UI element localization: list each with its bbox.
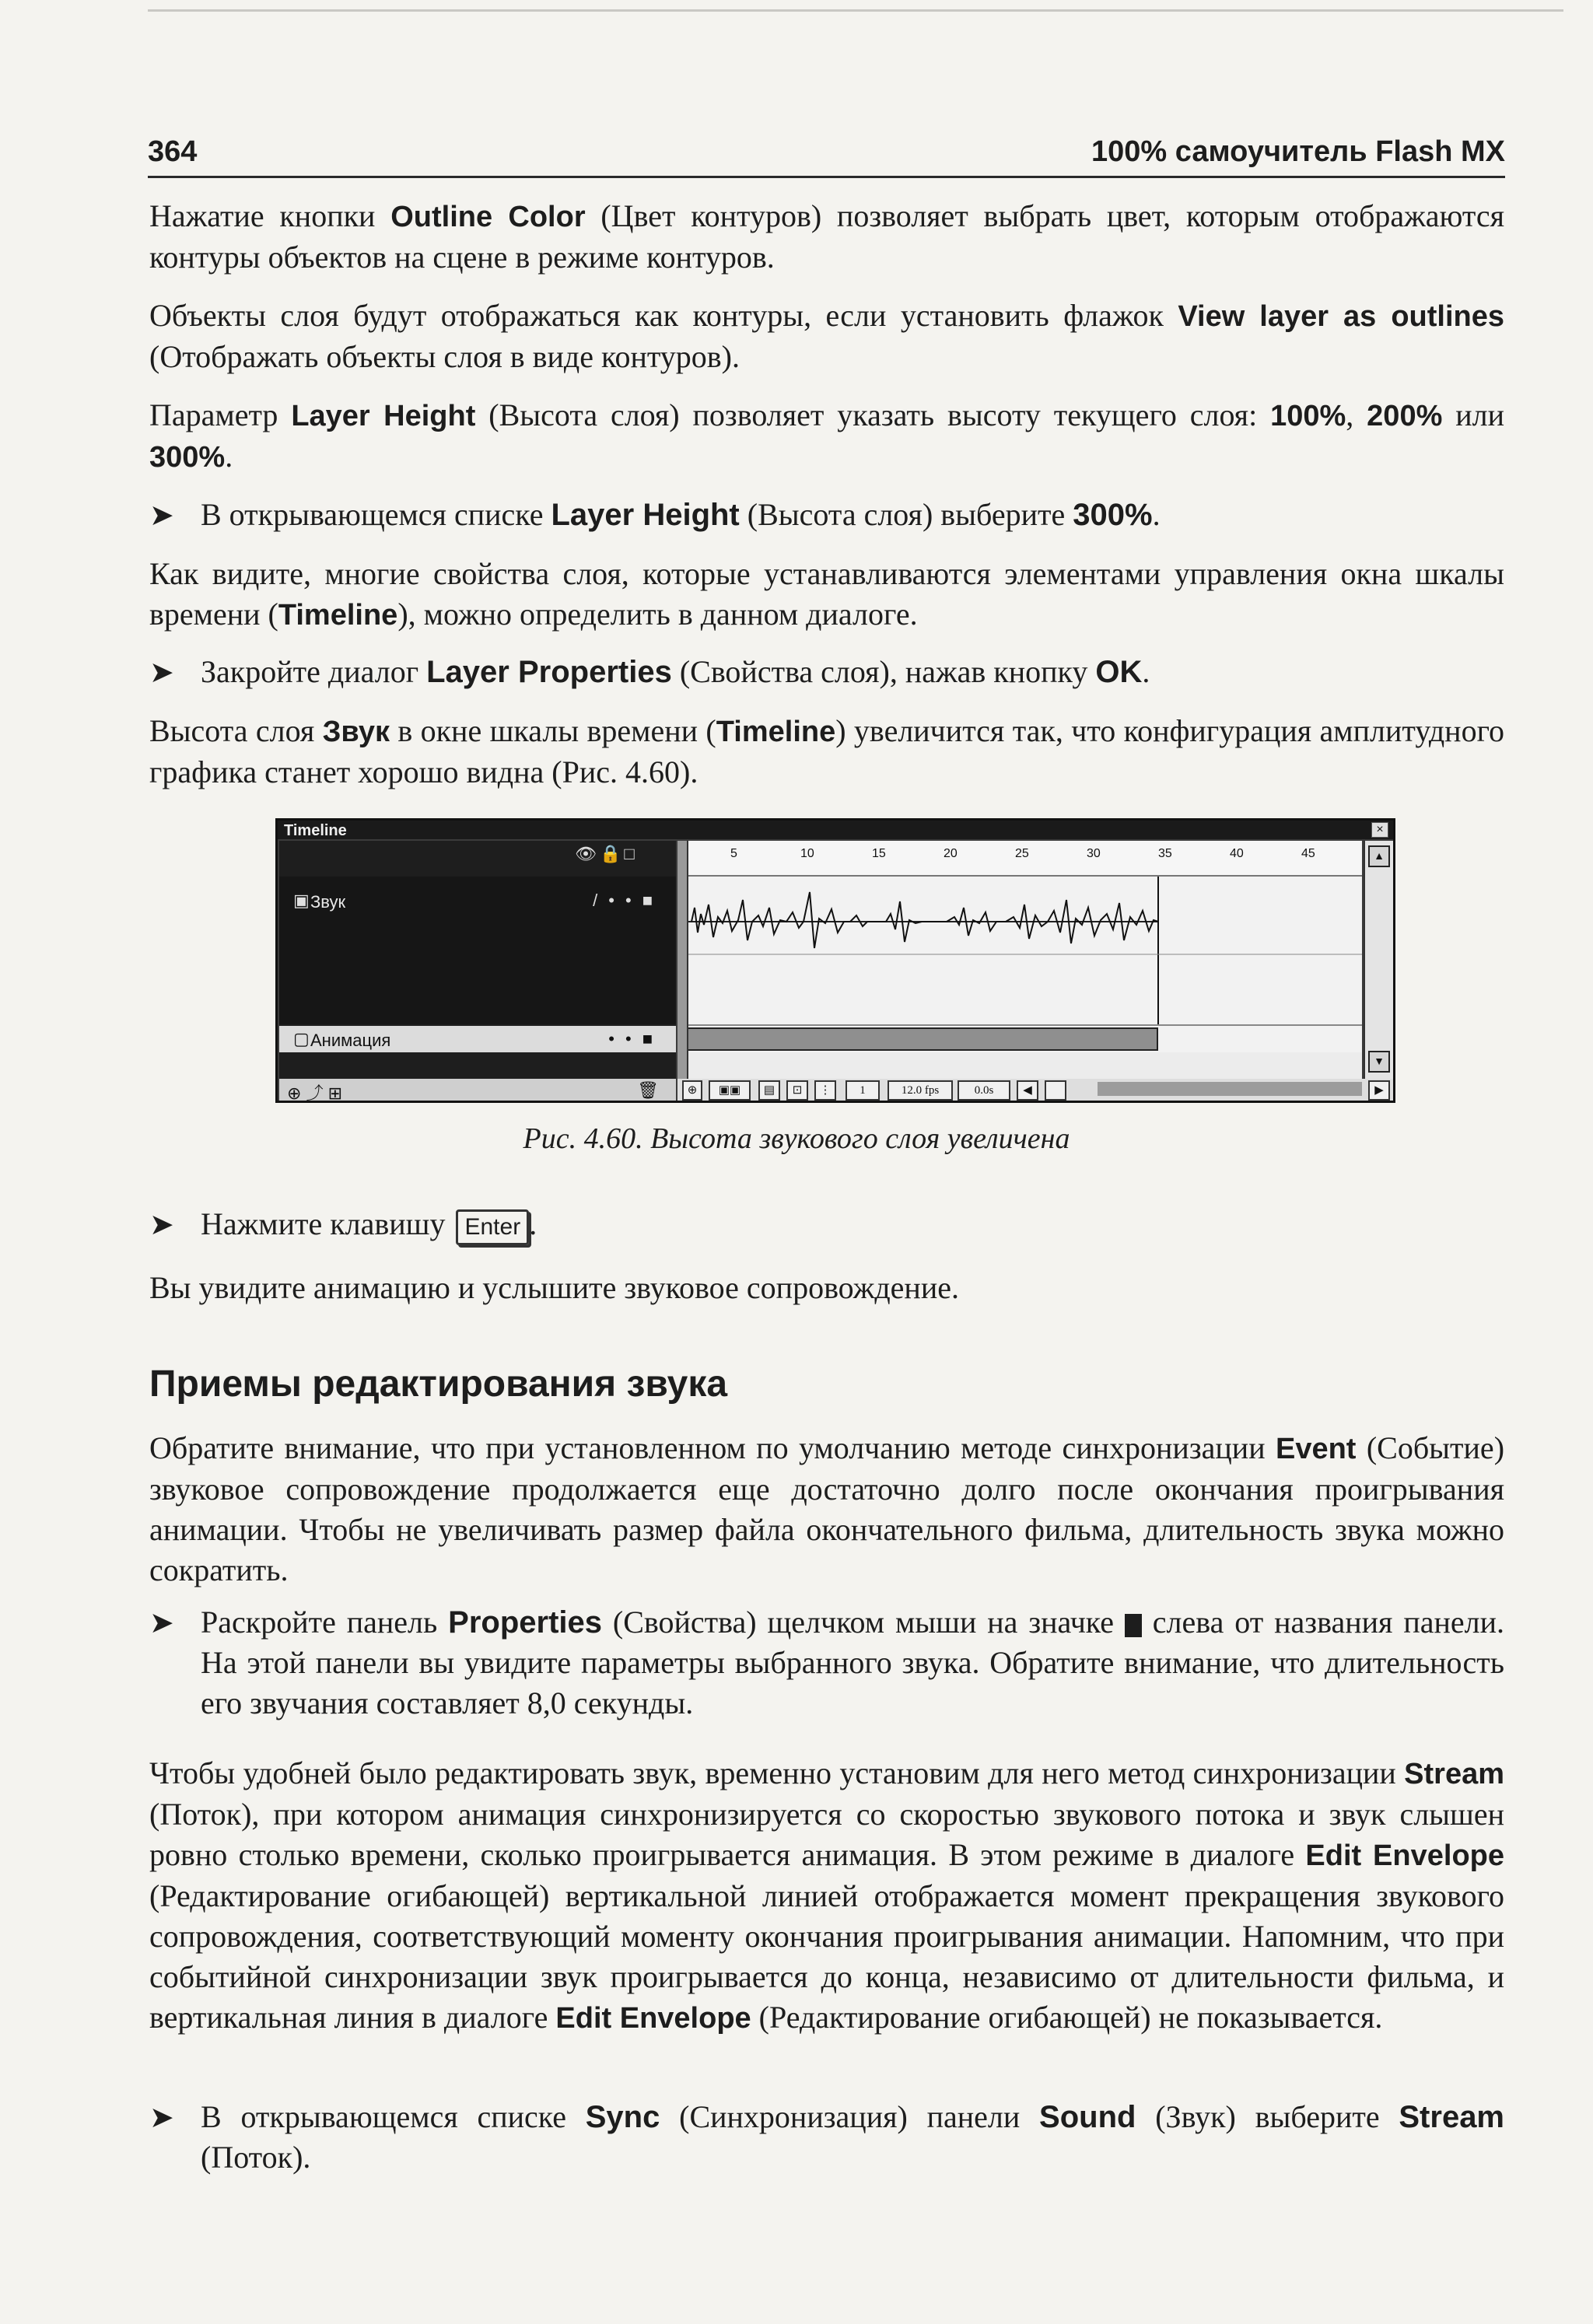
text: .: [1142, 654, 1150, 689]
page-number: 364: [148, 135, 198, 168]
eye-icon[interactable]: 👁: [575, 844, 600, 863]
bullet-select-stream: [149, 2097, 1504, 2178]
text: Высота слоя: [149, 713, 323, 748]
text: .: [529, 1206, 537, 1241]
ruler-tick: 10: [800, 847, 814, 860]
layer-icon: ▣: [293, 891, 310, 910]
section-heading: Приемы редактирования звука: [149, 1363, 728, 1405]
term: Edit Envelope: [1305, 1839, 1504, 1872]
text: ,: [1346, 397, 1367, 432]
paragraph-layer-height-result: [149, 711, 1504, 793]
text: ), можно определить в данном диалоге.: [397, 597, 918, 632]
horizontal-scrollbar[interactable]: [1098, 1082, 1362, 1096]
text: Вы увидите анимацию и услышите звуковое сопровождение.: [149, 1270, 959, 1305]
animation-frames-row[interactable]: [687, 1026, 1362, 1052]
text: Чтобы удобней было редактировать звук, временно установим для него метод синхронизации: [149, 1755, 1405, 1790]
paragraph-layer-height: [149, 395, 1504, 478]
panel-expand-icon: [1125, 1614, 1142, 1637]
ruler-tick: 5: [730, 847, 737, 860]
text: Объекты слоя будут отображаться как контуры, если установить флажок: [149, 298, 1178, 333]
ruler-tick: 25: [1015, 847, 1029, 860]
top-rule: [148, 9, 1563, 12]
center-frame-icon[interactable]: ⊕: [682, 1080, 702, 1101]
layer-name: Анимация: [310, 1031, 391, 1050]
text: или: [1442, 397, 1505, 432]
playhead[interactable]: [677, 841, 688, 1079]
modify-onion-markers-icon[interactable]: ⋮: [814, 1080, 836, 1101]
layer-pane: [279, 841, 676, 1079]
current-frame: 1: [846, 1080, 880, 1101]
paragraph-event-sync: [149, 1428, 1504, 1591]
text: В открывающемся списке: [201, 497, 551, 532]
text: .: [1152, 497, 1161, 532]
outline-icon[interactable]: □: [624, 844, 638, 863]
text: (Высота слоя) позволяет указать высоту текущего слоя:: [475, 397, 1271, 432]
timeline-statusbar: [677, 1079, 1393, 1101]
text: (Событие) звуковое сопровождение продолжается еще достаточно долго после окончания проигрывания анимации. Чтобы не увеличивать размер файла окончательного фильма, длительность звука можно сократить.: [149, 1430, 1505, 1587]
bullet-marker: ➤: [149, 2100, 174, 2134]
scroll-left-icon[interactable]: ◀: [1017, 1080, 1038, 1101]
term: Edit Envelope: [555, 2002, 751, 2035]
term: Timeline: [716, 716, 836, 748]
text: ) увеличится так, что конфигурация амплитудного графика станет хорошо видна (Рис. 4.60).: [149, 713, 1504, 789]
term: Stream: [1404, 1758, 1504, 1790]
ruler-tick: 20: [944, 847, 958, 860]
ruler-tick: 30: [1087, 847, 1101, 860]
vertical-scrollbar[interactable]: [1364, 841, 1393, 1079]
paragraph-stream-sync: [149, 1753, 1504, 2039]
paragraph-see-animation: [149, 1268, 1504, 1308]
elapsed-time: 0.0s: [958, 1080, 1010, 1101]
bullet-select-300: [149, 495, 1504, 535]
term: Outline Color: [390, 201, 586, 233]
layer-toolbar: [279, 1079, 676, 1101]
sound-waveform: [687, 877, 1362, 1024]
trash-icon[interactable]: 🗑: [637, 1080, 659, 1100]
onion-skin-icon[interactable]: ▣▣: [709, 1080, 751, 1101]
frame-ruler[interactable]: [677, 841, 1362, 877]
figure-caption: Рис. 4.60. Высота звукового слоя увеличена: [523, 1122, 1070, 1155]
term: Layer Height: [551, 498, 740, 532]
frame-rate: 12.0 fps: [888, 1080, 953, 1101]
text: Нажмите клавишу: [201, 1206, 453, 1241]
close-icon[interactable]: ×: [1371, 822, 1388, 838]
bullet-marker: ➤: [149, 655, 174, 689]
term: 100%: [1270, 400, 1346, 432]
term: 200%: [1367, 400, 1443, 432]
scroll-right-icon[interactable]: ▶: [1368, 1080, 1390, 1101]
edit-multiple-frames-icon[interactable]: ⊡: [786, 1080, 808, 1101]
text: (Отображать объекты слоя в виде контуров).: [149, 339, 740, 374]
text: (Поток), при котором анимация синхронизируется со скоростью звукового потока и звук слышен ровно столько времени, сколько проигрывается анимация. В этом режиме в диалоге: [149, 1797, 1504, 1872]
lock-icon[interactable]: 🔒: [599, 844, 625, 863]
ruler-tick: 35: [1158, 847, 1172, 860]
bullet-press-enter: [149, 1204, 1504, 1245]
layer-header-icons: [575, 844, 638, 864]
term: Event: [1275, 1433, 1357, 1465]
text: (Свойства слоя), нажав кнопку: [671, 654, 1096, 689]
layer-name: Звук: [310, 892, 346, 912]
term: Stream: [1399, 2100, 1504, 2134]
text: (Свойства) щелчком мыши на значке: [602, 1605, 1125, 1640]
term: Layer Height: [291, 400, 476, 432]
text: Нажатие кнопки: [149, 198, 391, 233]
frame-pane: [677, 841, 1362, 1079]
term: Sync: [585, 2100, 660, 2134]
term: Звук: [322, 716, 390, 748]
layer-row-animation[interactable]: [279, 1026, 676, 1052]
text: (Редактирование огибающей) не показывается.: [751, 2000, 1383, 2035]
text: (Поток).: [201, 2140, 311, 2175]
term: 300%: [149, 441, 226, 474]
term: OK: [1095, 655, 1143, 689]
bullet-marker: ➤: [149, 498, 174, 532]
text: Раскройте панель: [201, 1605, 449, 1640]
text: Обратите внимание, что при установленном по умолчанию методе синхронизации: [149, 1430, 1276, 1465]
ruler-tick: 45: [1301, 847, 1315, 860]
scroll-down-icon[interactable]: ▼: [1368, 1051, 1390, 1073]
text: слева от названия панели. На этой панели вы увидите параметры выбранного звука. Обратите внимание, что длительность его звучания составляет 8,0 секунды.: [201, 1605, 1505, 1720]
layer-row-sound[interactable]: [279, 877, 676, 1024]
running-title: 100% самоучитель Flash MX: [1091, 135, 1505, 168]
text: в окне шкалы времени (: [389, 713, 716, 748]
bullet-marker: ➤: [149, 1605, 174, 1640]
text: Как видите, многие свойства слоя, которые устанавливаются элементами управления окна шкалы времени (: [149, 556, 1504, 632]
text: Закройте диалог: [201, 654, 427, 689]
bullet-open-properties: [149, 1602, 1504, 1724]
text: (Высота слоя) выберите: [739, 497, 1073, 532]
text: (Редактирование огибающей) вертикальной линией отображается момент прекращения звукового сопровождения, соответствующий моменту окончания проигрывания анимации. Напомним, что при событийной синхронизации звук проигрывается до конца, независимо от длительности фильма, и вертикальная линия в диалоге: [149, 1878, 1504, 2035]
layer-icon: ▢: [293, 1029, 310, 1048]
term: Sound: [1039, 2100, 1136, 2134]
animation-frame-span[interactable]: [687, 1027, 1158, 1051]
text: (Цвет контуров) позволяет выбрать цвет, которым отображаются контуры объектов на сцене в режиме контуров.: [149, 198, 1505, 275]
paragraph-outline-color: [149, 196, 1504, 278]
term: View layer as outlines: [1178, 300, 1504, 333]
bullet-close-dialog: [149, 652, 1504, 692]
scroll-thumb[interactable]: [1045, 1080, 1066, 1101]
pencil-icon: /: [593, 891, 609, 910]
add-layer-icons[interactable]: ⊕ ⤴ ⊞: [287, 1083, 343, 1103]
layer-controls[interactable]: ••■: [608, 1029, 663, 1048]
term: Layer Properties: [426, 655, 672, 689]
enter-key: Enter: [456, 1209, 529, 1245]
text: В открывающемся списке: [201, 2099, 586, 2134]
term: 300%: [1073, 498, 1153, 532]
layer-controls[interactable]: /••■: [593, 891, 663, 910]
text: .: [225, 439, 233, 474]
paragraph-view-outlines: [149, 296, 1504, 377]
text: (Звук) выберите: [1136, 2099, 1399, 2134]
text: Параметр: [149, 397, 292, 432]
onion-outline-icon[interactable]: ▤: [758, 1080, 780, 1101]
term: Properties: [448, 1605, 603, 1640]
timeline-figure: [275, 818, 1395, 1103]
page-header: [148, 131, 1505, 178]
sound-waveform-row[interactable]: [687, 877, 1362, 1026]
scroll-up-icon[interactable]: ▲: [1368, 845, 1390, 867]
term: Timeline: [278, 599, 398, 632]
ruler-tick: 40: [1230, 847, 1244, 860]
text: (Синхронизация) панели: [660, 2099, 1040, 2134]
ruler-tick: 15: [872, 847, 886, 860]
timeline-titlebar: [278, 821, 1393, 839]
timeline-title: Timeline: [284, 822, 347, 839]
bullet-marker: ➤: [149, 1207, 174, 1241]
paragraph-timeline-props: [149, 554, 1504, 635]
